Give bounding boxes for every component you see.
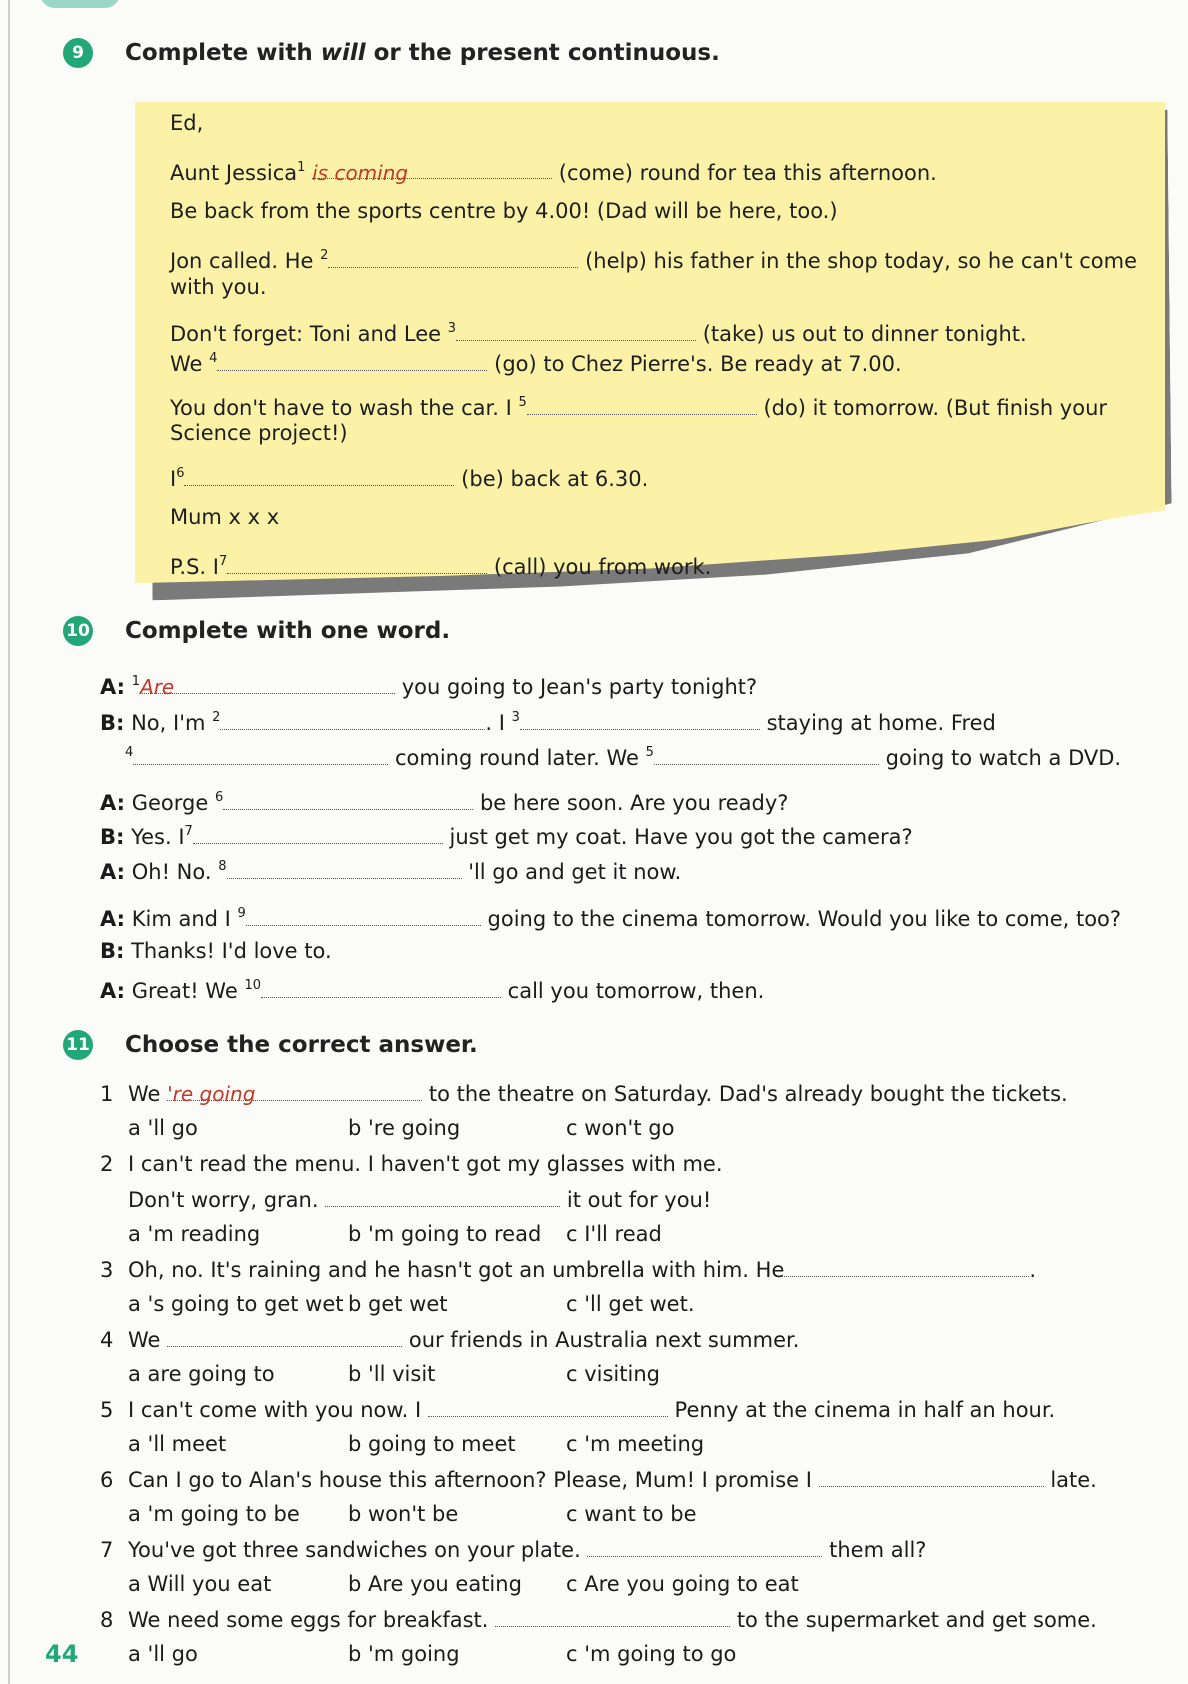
answer-blank[interactable] (167, 1326, 402, 1347)
answer-blank[interactable] (520, 709, 760, 730)
filled-answer: is coming (312, 161, 409, 185)
option-c[interactable]: c Are you going to eat (566, 1572, 799, 1596)
dialogue-line-8: B: Thanks! I'd love to. (100, 939, 332, 963)
question-6: 6 Can I go to Alan's house this afternoon? Please, Mum! I promise I late. (100, 1468, 1097, 1492)
question-1: 1 We 're going to the theatre on Saturday. Dad's already bought the tickets. (100, 1082, 1068, 1106)
answer-blank[interactable] (227, 858, 462, 879)
exercise-title: Choose the correct answer. (125, 1032, 478, 1058)
exercise-number-badge: 10 (63, 616, 93, 646)
answer-blank[interactable] (193, 823, 443, 844)
option-c[interactable]: c visiting (566, 1362, 660, 1386)
option-b[interactable]: b won't be (348, 1502, 459, 1526)
question-2: 2 I can't read the menu. I haven't got my glasses with me. (100, 1152, 723, 1176)
dialogue-line-6: A: Oh! No. $^8$ 'll go and get it now. (100, 859, 682, 884)
option-b[interactable]: b Are you eating (348, 1572, 522, 1596)
answer-blank[interactable] (261, 977, 501, 998)
option-c[interactable]: c I'll read (566, 1222, 662, 1246)
answer-blank[interactable] (227, 553, 487, 574)
option-b[interactable]: b going to meet (348, 1432, 516, 1456)
answer-blank[interactable] (217, 350, 487, 371)
note-line-7: $I^6$ (be) back at 6.30. (170, 466, 649, 491)
note-line-1: Aunt Jessica$^1$ is coming (come) round for tea this afternoon. (170, 160, 937, 185)
answer-blank[interactable] (167, 1080, 422, 1106)
page-number: 44 (45, 1640, 79, 1668)
exercise-title: Complete with one word. (125, 618, 451, 644)
option-a[interactable]: a 'll go (128, 1116, 198, 1140)
answer-blank[interactable] (456, 320, 696, 341)
answer-blank[interactable] (819, 1466, 1044, 1487)
answer-blank[interactable] (325, 1186, 560, 1207)
note-line-2: Be back from the sports centre by 4.00! (Dad will be here, too.) (170, 199, 838, 223)
page-edge (8, 0, 10, 1684)
answer-blank[interactable] (184, 465, 454, 486)
dialogue-line-5: B: Yes. $I^7$ just get my coat. Have you got the camera? (100, 824, 913, 849)
answer-blank[interactable] (527, 394, 757, 415)
dialogue-line-3: $^4$ coming round later. We $^5$ going to watch a DVD. (125, 745, 1122, 770)
note-line-6: You don't have to wash the car. I $^5$ (do) it tomorrow. (But finish your (170, 395, 1108, 420)
answer-blank[interactable] (587, 1536, 822, 1557)
dialogue-line-1: A: $^1$Are you going to Jean's party tonight? (100, 674, 758, 699)
option-a[interactable]: a are going to (128, 1362, 275, 1386)
question-8: 8 We need some eggs for breakfast. to the supermarket and get some. (100, 1608, 1097, 1632)
answer-blank[interactable] (220, 709, 485, 730)
option-a[interactable]: a 'll meet (128, 1432, 227, 1456)
option-a[interactable]: a 'll go (128, 1642, 198, 1666)
exercise-10-header (63, 616, 450, 646)
dialogue-line-9: A: Great! We $^{10}$ call you tomorrow, then. (100, 978, 765, 1003)
option-a[interactable]: a 'm going to be (128, 1502, 300, 1526)
answer-blank[interactable] (140, 673, 395, 699)
answer-blank[interactable] (312, 158, 552, 185)
exercise-9-header (63, 38, 720, 68)
note-line-6b: Science project!) (170, 421, 348, 445)
filled-answer: Are (140, 675, 175, 699)
answer-blank[interactable] (784, 1256, 1029, 1277)
question-2-line-2: Don't worry, gran. it out for you! (128, 1188, 712, 1212)
option-c[interactable]: c 'm meeting (566, 1432, 705, 1456)
option-b[interactable]: b 're going (348, 1116, 461, 1140)
option-c[interactable]: c want to be (566, 1502, 697, 1526)
exercise-11-header (63, 1030, 478, 1060)
note-line-5: We $^4$ (go) to Chez Pierre's. Be ready at 7.00. (170, 351, 902, 376)
question-7: 7 You've got three sandwiches on your plate. them all? (100, 1538, 927, 1562)
note-line-4: Don't forget: Toni and Lee $^3$ (take) us out to dinner tonight. (170, 321, 1027, 346)
answer-blank[interactable] (133, 744, 388, 765)
exercise-number-badge: 11 (63, 1030, 93, 1060)
exercise-title: Complete with will or the present continuous. (125, 40, 720, 66)
note-line-8: P.S. $I^7$ (call) you from work. (170, 554, 712, 579)
option-b[interactable]: b 'm going (348, 1642, 460, 1666)
corner-tab (40, 0, 120, 8)
option-a[interactable]: a 's going to get wet (128, 1292, 344, 1316)
note-line-3b: with you. (170, 275, 267, 299)
answer-blank[interactable] (223, 789, 473, 810)
answer-blank[interactable] (654, 744, 879, 765)
option-b[interactable]: b 'll visit (348, 1362, 436, 1386)
question-5: 5 I can't come with you now. I Penny at the cinema in half an hour. (100, 1398, 1056, 1422)
option-c[interactable]: c 'll get wet. (566, 1292, 695, 1316)
answer-blank[interactable] (495, 1606, 730, 1627)
dialogue-line-2: B: No, I'm $^2$ . I $^3$ staying at home. Fred (100, 710, 996, 735)
option-c[interactable]: c won't go (566, 1116, 675, 1140)
answer-blank[interactable] (428, 1396, 668, 1417)
dialogue-line-7: A: Kim and I $^9$ going to the cinema tomorrow. Would you like to come, too? (100, 906, 1122, 931)
question-3: 3 Oh, no. It's raining and he hasn't got an umbrella with him. He . (100, 1258, 1037, 1282)
note-line-3: Jon called. He $^2$ (help) his father in the shop today, so he can't come (170, 248, 1137, 273)
filled-answer: 're going (167, 1082, 256, 1106)
note-signature: Mum x x x (170, 505, 280, 529)
answer-blank[interactable] (246, 905, 481, 926)
dialogue-line-4: A: George $^6$ be here soon. Are you ready? (100, 790, 789, 815)
exercise-number-badge: 9 (63, 38, 93, 68)
option-b[interactable]: b get wet (348, 1292, 448, 1316)
note-salutation: Ed, (170, 111, 204, 135)
answer-blank[interactable] (328, 247, 578, 268)
option-b[interactable]: b 'm going to read (348, 1222, 542, 1246)
option-a[interactable]: a 'm reading (128, 1222, 261, 1246)
option-a[interactable]: a Will you eat (128, 1572, 272, 1596)
question-4: 4 We our friends in Australia next summer. (100, 1328, 800, 1352)
option-c[interactable]: c 'm going to go (566, 1642, 737, 1666)
